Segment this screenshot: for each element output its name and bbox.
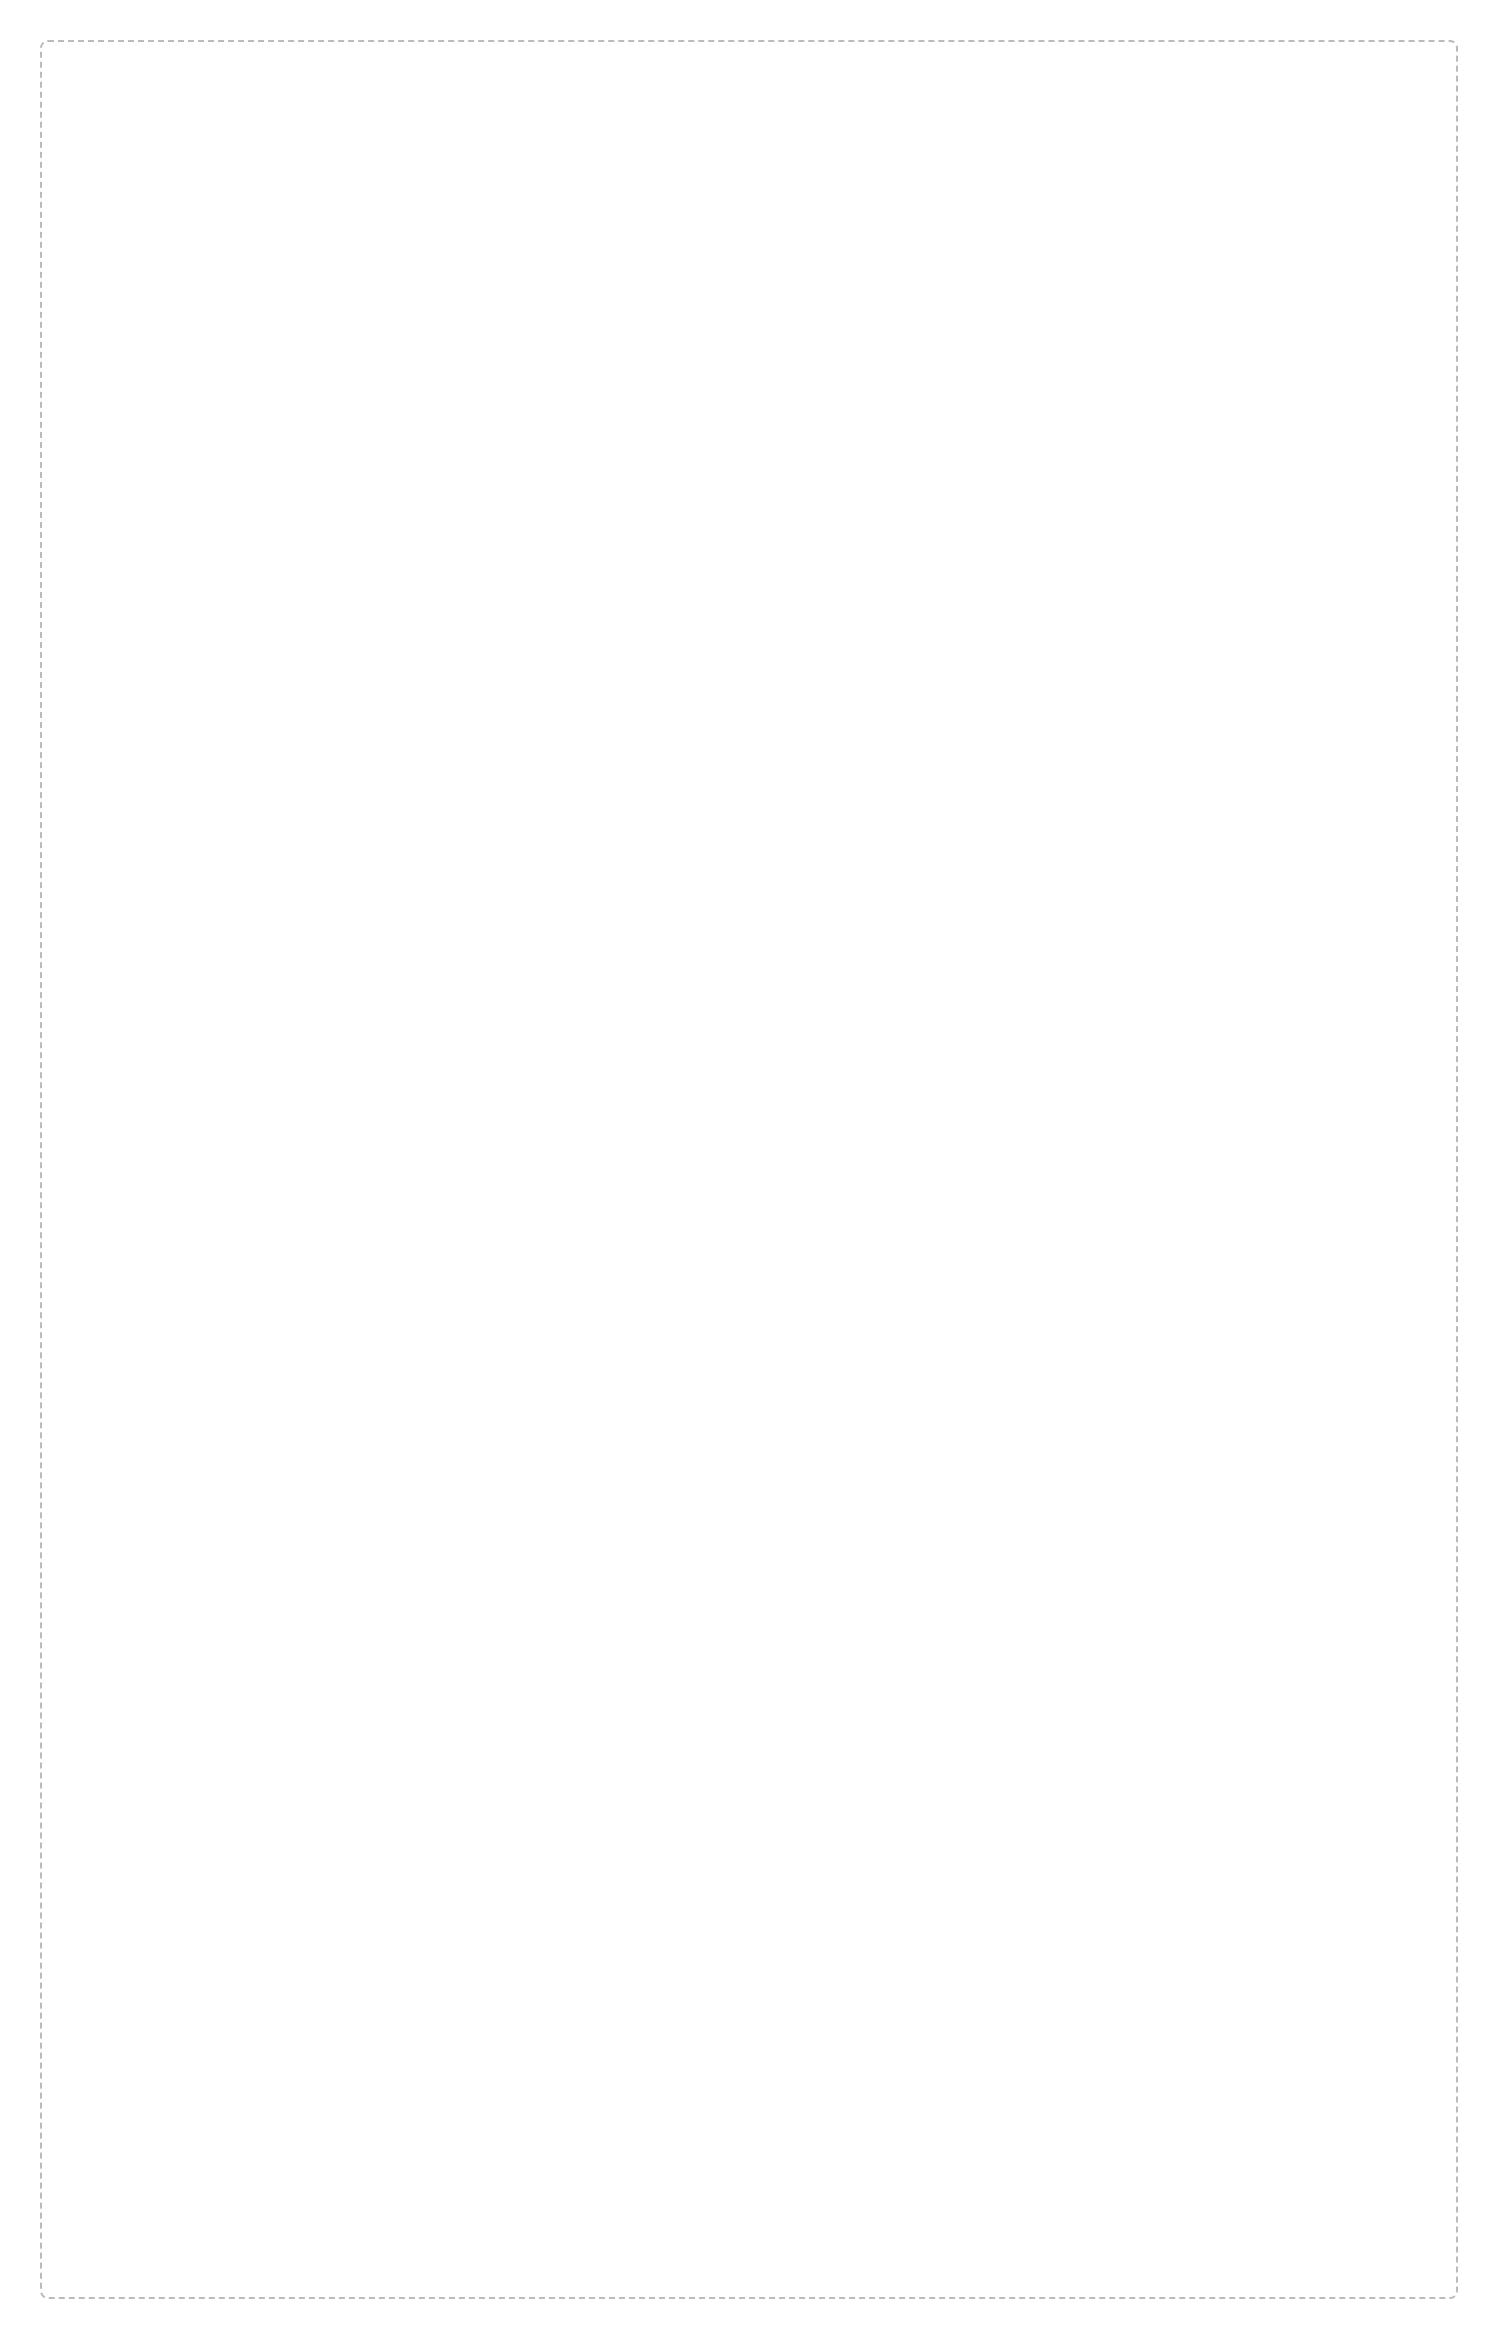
content-area bbox=[40, 40, 1458, 2299]
